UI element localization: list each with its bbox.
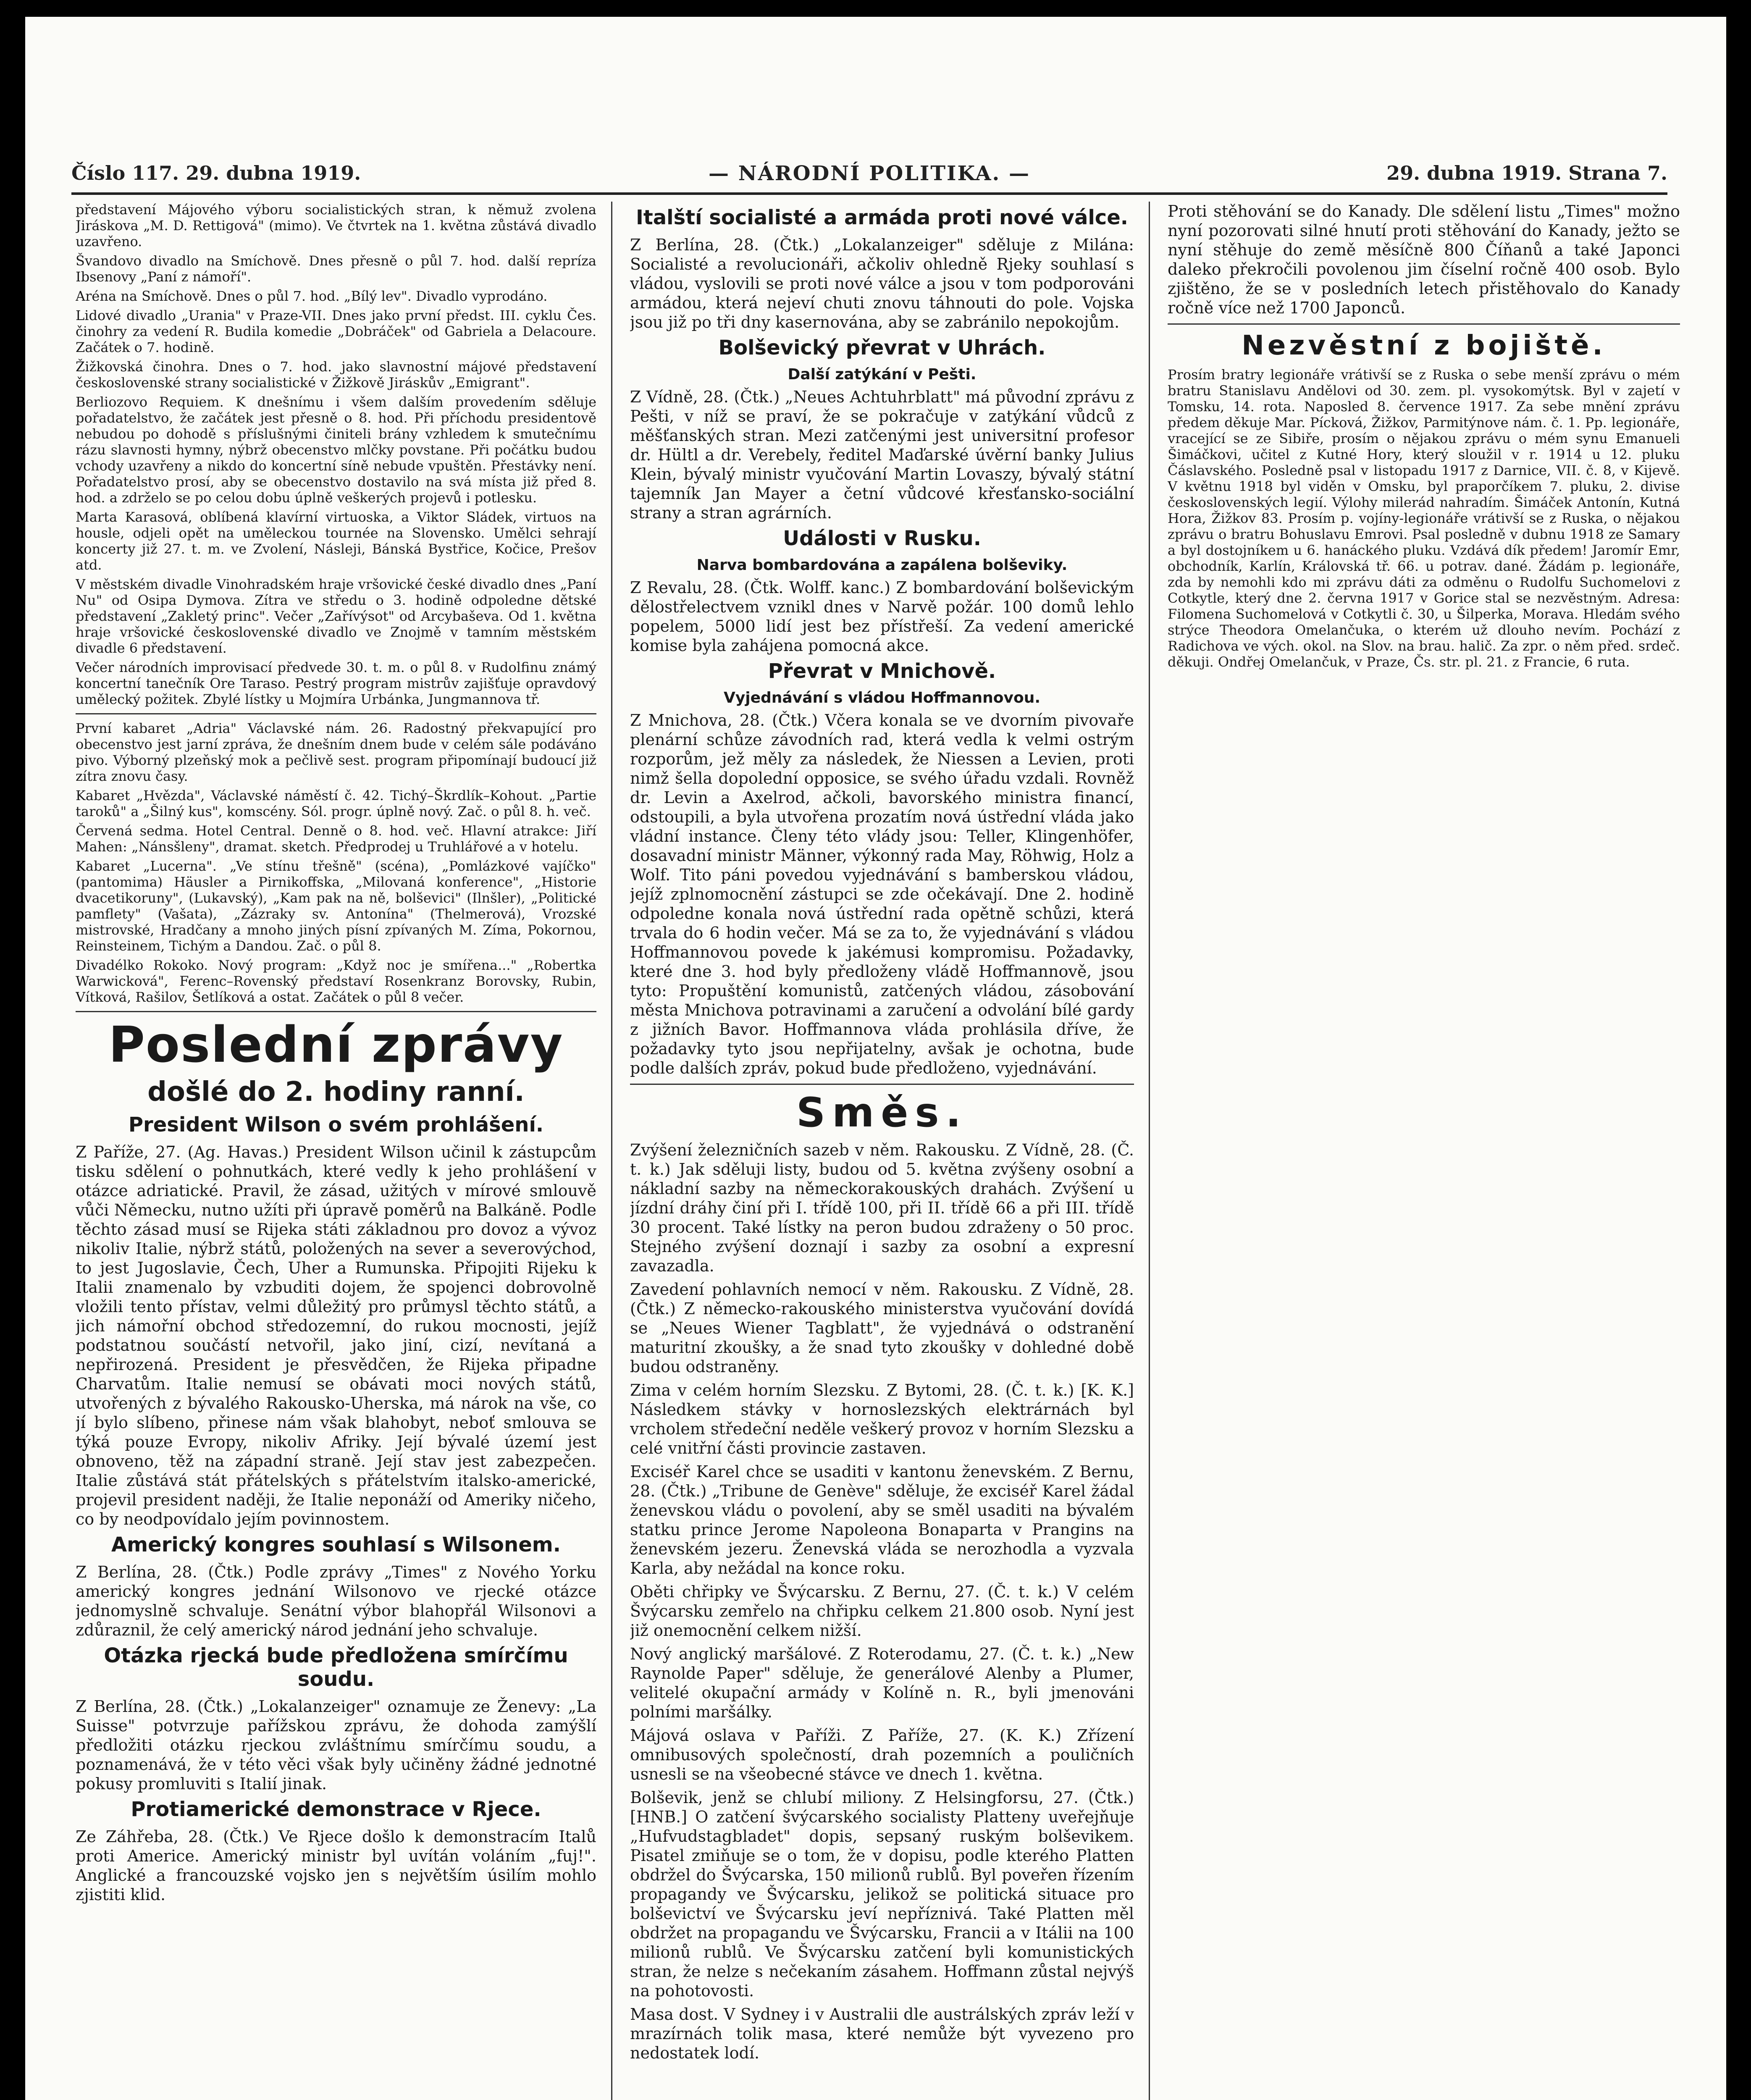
article-text: Berliozovo Requiem. K dnešnímu i všem dalším provedením sděluje pořadatelstvo, že začátek jest přesně o 8. hod. Při příchodu presidentově nebudou po dohodě s příslušnými činiteli brány vzhledem k smutečnímu rázu slavnosti hymny, nýbrž obecenstvo mlčky povstane. Při počátku budou vchody uzavřeny a nikdo do koncertní síně nebude vpuštěn. Přestávky není. Pořadatelstvo prosí, aby se obecenstvo dostavilo na svá místa již před 8. hod. a zdrželo se po celou dobu úplně veškerých projevů i potlesku.	[76, 394, 596, 506]
header-rule	[71, 192, 1667, 195]
article-headline: Protiamerické demonstrace v Rjece.	[131, 1798, 541, 1821]
article-text: Aréna na Smíchově. Dnes o půl 7. hod. „Bílý lev". Divadlo vyprodáno.	[76, 288, 548, 304]
advert-text: Kabaret „Lucerna". „Ve stínu třešně" (scéna), „Pomlázkové vajíčko" (pantomima) Häusler a Pirnikoffska, „Milovaná konference", „Historie dvacetikoruny", (Lukavský), „Kam pak na ně, bolševici" (Ilnšler), „Politické pamflety" (Vašata), „Zázraky sv. Antonína" (Thelmerová), Vrozské mistrovské, Hradčany a mnoho jiných písní zpívaných M. Zíma, Pokornou, Reinsteinem, Tichým a Dandou. Zač. o půl 8.	[76, 858, 596, 954]
advert-text: Kabaret „Hvězda", Václavské náměstí č. 42. Tichý–Škrdlík–Kohout. „Partie taroků" a „Šilný kus", komscény. Sól. progr. úplně nový. Zač. o půl 8. h. več.	[76, 788, 596, 819]
article-text: Prosím bratry legionáře vrátivší se z Ruska o sebe menší zprávu o mém bratru Stanislavu Andělovi od 30. zem. pl. vysokomýtsk. Byl v zajetí v Tomsku, 14. rota. Naposled 8. července 1917. Za sebe mnění zprávu předem děkuje Mar. Pícková, Žižkov, Parmitýnove nám. č. 1. Pp. legionáře, vracející se ze Sibiře, prosím o nějakou zprávu o mém synu Emanueli Šimáčkovi, učitel z Kutné Hory, který sloužil v r. 1914 u 12. pluku Čáslavského. Posledně psal v listopadu 1917 z Darnice, VII. č. 8, v Kijevě. V květnu 1918 byl viděn v Omsku, byl praporčíkem 7. pluku, 2. divise československých legií. Výlohy milerád nahradím. Šimáček Antonín, Kutná Hora, Žižkov 83. Prosím p. vojíny-legionáře vrátivší se z Ruska, o nějakou zprávu o bratru Bohuslavu Emrovi. Psal posledně v dubnu 1918 ze Samary a byl dostojníkem u 6. hanáckého pluku. Vzdává dík předem! Jaromír Emr, obchodník, Karlín, Královská tř. 66. u potrav. dané. Žádám p. legionáře, zda by nemohli kdo mi zprávu dáti za odměnu o Rudolfu Suchomelovi z Cotkytle, který dne 2. června 1917 v Gorice stal se nezvěstným. Adresa: Filomena Suchomelová v Cotkytli č. 30, u Šilperka, Morava. Hledám svého strýce Theodora Omelančuka, o kterém už dlouho nevím. Pochází z Radichova ve vých. okol. na Slov. na brau. halič. Za zpr. o něm před. srdeč. děkuji. Ondřej Omelančuk, v Praze, Čs. str. pl. 21. z Francie, 6 ruta.	[1168, 367, 1680, 670]
article-text: Ze Záhřeba, 28. (Čtk.) Ve Rjece došlo k demonstracím Italů proti Americe. Americký ministr byl uvítán voláním „fuj!". Anglické a francouzské vojsko jen s největším úsilím mohlo zjistiti klid.	[76, 1827, 596, 1904]
section-heading: Nezvěstní z bojiště.	[1242, 330, 1606, 361]
article-text: Nový anglický maršálové. Z Roterodamu, 27. (Č. t. k.) „New Raynolde Paper" sděluje, že generálové Alenby a Plumer, velitelé okupační armády v Kolíně n. R., byli jmenováni polními maršálky.	[630, 1645, 1134, 1721]
article-text: Oběti chřipky ve Švýcarsku. Z Bernu, 27. (Č. t. k.) V celém Švýcarsku zemřelo na chřipku celkem 21.800 osob. Nyní jest již onemocnění celkem nižší.	[630, 1583, 1134, 1640]
advert-text: Divadélko Rokoko. Nový program: „Když noc je smířena..." „Robertka Warwicková", Ferenc–Rovenský představí Rosenkranz Borovsky, Rubin, Vítková, Rašilov, Šetlíková a ostat. Začátek o půl 8 večer.	[76, 957, 596, 1005]
article-headline: Bolševický převrat v Uhrách.	[718, 336, 1046, 360]
article-text: Zima v celém horním Slezsku. Z Bytomi, 28. (Č. t. k.) [K. K.] Následkem stávky v hornoslezských elektrárnách byl vrcholem středeční neděle veškerý provoz v horním Slezsku a celé vnitřní části provincie zastaven.	[630, 1381, 1134, 1457]
divider	[76, 1011, 596, 1012]
article-text: Z Revalu, 28. (Čtk. Wolff. kanc.) Z bombardování bolševickým dělostřelectvem vznikl dnes v Narvě požár. 100 domů lehlo popelem, 5000 lidí jest bez přístřeší. Za vedení americké komise byla zahájena pomocná akce.	[630, 578, 1134, 655]
column-right	[1168, 202, 1680, 2100]
article-text: Z Berlína, 28. (Čtk.) Podle zprávy „Times" z Nového Yorku americký kongres jednání Wilsonovo ve rjecké otázce jednomyslně schvaluje. Senátní výbor blahopřál Wilsonovi a zdůraznil, že celý americký národ jednání jeho schvaluje.	[76, 1563, 596, 1639]
article-text: Exciséř Karel chce se usaditi v kantonu ženevském. Z Bernu, 28. (Čtk.) „Tribune de Genève" sděluje, že exciséř Karel žádal ženevskou vládu o povolení, aby se směl usaditi na bývalém statku prince Jerome Napoleona Bonaparta v Prangins na ženevském jezeru. Ženevská vláda se nerozhodla a vyzvala Karla, aby nežádal na konce roku.	[630, 1462, 1134, 1578]
divider	[630, 1084, 1134, 1085]
article-text: Večer národních improvisací předvede 30. t. m. o půl 8. v Rudolfinu známý koncertní tanečník Ore Taraso. Pestrý program mistrův zajišťuje opravdový umělecký požitek. Zbylé lístky u Mojmíra Urbánka, Jungmannova tř.	[76, 659, 596, 707]
article-headline: Převrat v Mnichově.	[768, 659, 996, 683]
page-number: 29. dubna 1919. Strana 7.	[1386, 162, 1667, 184]
divider	[76, 713, 596, 714]
article-text: Zvýšení železničních sazeb v něm. Rakousku. Z Vídně, 28. (Č. t. k.) Jak sděluji listy, budou od 5. května zvýšeny osobní a nákladní sazby na německorakouských drahách. Zvýšení u jízdní dráhy činí při I. třídě 100, při II. třídě 66 a při III. třídě 30 procent. Také lístky na peron budou zdraženy o 50 proc. Stejného zvýšení doznají i sazby za osobní a expresní zavazadla.	[630, 1141, 1134, 1275]
article-text: Z Vídně, 28. (Čtk.) „Neues Achtuhrblatt" má původní zprávu z Pešti, v níž se praví, že se pokračuje v zatýkání vůdců z měšťanských stran. Mezi zatčenými jest universitní profesor dr. Hültl a dr. Verebely, ředitel Maďarské úvěrní banky Julius Klein, bývalý ministr vyučování Martin Lovaszy, bývalý státní tajemník Jan Mayer a četní vůdcové křesťansko-sociální strany a stran agrárních.	[630, 388, 1134, 522]
column-divider	[1149, 202, 1150, 2100]
article-text: Marta Karasová, oblíbená klavírní virtuoska, a Viktor Sládek, virtuos na housle, odjeli opět na uměleckou tournée na Slovensko. Umělci sehrají koncerty již 27. t. m. ve Zvolení, Násleji, Bánská Bystřice, Kočice, Prešov atd.	[76, 509, 596, 573]
article-text: Švandovo divadlo na Smíchově. Dnes přesně o půl 7. hod. další repríza Ibsenovy „Paní z námoří".	[76, 253, 596, 285]
issue-number: Číslo 117. 29. dubna 1919.	[71, 162, 361, 184]
divider	[1168, 323, 1680, 325]
column-left	[76, 202, 596, 2100]
article-text: Z Berlína, 28. (Čtk.) „Lokalanzeiger" sděluje z Milána: Socialisté a revolucionáři, ačkoliv ohledně Rjeky souhlasí s vládou, vyslovili se proti nové válce a jsou v tom podporováni armádou, která nejeví chuti znovu táhnouti do pole. Vojska jsou již po tři dny kasernována, aby se zabránilo nepokojům.	[630, 236, 1134, 331]
column-divider	[611, 202, 612, 2100]
article-text: V městském divadle Vinohradském hraje vršovické české divadlo dnes „Paní Nu" od Osipa Dymova. Zítra ve středu o 3. hodině odpoledne dětské představení „Zakletý princ". Večer „Zařívýsot" od Arcybaševa. Od 1. května hraje vršovické československé divadlo ve Znojmě v tamním městském divadle 6 představení.	[76, 576, 596, 656]
newspaper-page	[25, 17, 1726, 2100]
section-heading: Poslední zprávy	[108, 1016, 564, 1074]
section-heading: Směs.	[796, 1089, 968, 1136]
article-headline: Americký kongres souhlasí s Wilsonem.	[111, 1533, 561, 1557]
article-text: Lidové divadlo „Urania" v Praze-VII. Dnes jako první předst. III. cyklu Čes. činohry za vedení R. Budila komedie „Dobráček" od Gabriela a Delacoure. Začátek o 7. hodině.	[76, 307, 596, 355]
article-subheadline: Vyjednávání s vládou Hoffmannovou.	[723, 689, 1041, 706]
article-text: Proti stěhování se do Kanady. Dle sdělení listu „Times" možno nyní pozorovati silné hnutí proti stěhování do Kanady, ježto se nyní stěhuje do země měsíčně 800 Číňanů a také Japonci daleko překročili povolenou jim číselní ročně 400 osob. Bylo zjištěno, že se v posledních letech přistěhovalo do Kanady ročně více než 1700 Japonců.	[1168, 202, 1680, 317]
article-headline: Italští socialisté a armáda proti nové válce.	[635, 206, 1129, 229]
article-text: Z Mnichova, 28. (Čtk.) Včera konala se ve dvorním pivovaře plenární schůze závodních rad, která vedla k velmi ostrým rozporům, jež měly za následek, že Niessen a Levien, proti nimž šella dopolední opposice, se svého úřadu vzdali. Rovněž dr. Levin a Axelrod, ačkoli, bavorského ministra financí, odstoupili, a byla utvořena prozatím nová ústřední vláda jako vládní instance. Členy této vlády jsou: Teller, Klingenhöfer, dosavadní ministr Männer, výkonný rada May, Röhwig, Holz a Wolf. Tito páni povedou vyjednávání s bamberskou vládou, jejíž zplnomocnění zástupci se zde očekávají. Dne 2. hodině odpoledne konala nová ústřední rada opětně schůzi, která trvala do 6 hodin večer. Má se za to, že vyjednávání s vládou Hoffmannovou povede k jakémusi kompromisu. Požadavky, které dne 3. hod byly předloženy vládě Hoffmannově, jsou tyto: Propuštění komunistů, zatčených vládou, zásobování města Mnichova potravinami a zaručení a odvolání bílé gardy z jižních Bavor. Hoffmannova vláda prohlásila dříve, že požadavky tyto jsou nepřijatelny, avšak je ochotna, bude podle dalších zpráv, pokud bude předloženo, vyjednávání.	[630, 711, 1134, 1077]
article-text: představení Májového výboru socialistických stran, k němuž zvolena Jiráskova „M. D. Rettigová" (mimo). Ve čtvrtek na 1. května zůstává divadlo uzavřeno.	[76, 202, 596, 249]
masthead-title: — NÁRODNÍ POLITIKA. —	[709, 162, 1030, 185]
article-headline: Události v Rusku.	[783, 527, 981, 550]
article-text: Zavedení pohlavních nemocí v něm. Rakousku. Z Vídně, 28. (Čtk.) Z německo-rakouského ministerstva vyučování dovídá se „Neues Wiener Tagblatt", že vyjednává o odstranění maturitní zkoušky, a že snad tyto zkoušky v dohledné době budou odstraněny.	[630, 1280, 1134, 1376]
article-text: Z Berlína, 28. (Čtk.) „Lokalanzeiger" oznamuje ze Ženevy: „La Suisse" potvrzuje pařížskou zprávu, že dohoda zamýšlí předložiti otázku rjeckou zvláštnímu smírčímu soudu, a poznamenává, že v této věci však byly učiněny žádné jednotné pokusy promluviti s Italií jinak.	[76, 1697, 596, 1793]
article-text: Z Paříže, 27. (Ag. Havas.) President Wilson učinil k zástupcům tisku sdělení o pohnutkách, které vedly k jeho prohlášení v otázce adriatické. Pravil, že zásad, užitých v mírové smlouvě vůči Německu, nutno užíti při úpravě poměrů na Balkáně. Podle těchto zásad musí se Rijeka státi základnou pro dovoz a vývoz nikoliv Italie, nýbrž států, položených na sever a severovýchod, to jest Jugoslavie, Čech, Uher a Rumunska. Připojiti Rijeku k Italii znamenalo by vzbuditi dojem, že spojenci dobrovolně vložili tento přístav, velmi důležitý pro průmysl těchto států, a jich námořní obchod středozemní, do rukou mocnosti, jejíž podstatnou součástí netvořil, jako jiní, cizí, nevítaná a nepřirozená. President je přesvědčen, že Rijeka připadne Charvatům. Italie nemusí se obávati moci nových států, utvořených z bývalého Rakousko-Uherska, má nárok na vše, co jí bylo slíbeno, přinese nám však blahobyt, neboť smlouva se týká pouze Evropy, nikoliv Afriky. Její bývalé území jest obnoveno, těž na západní straně. Její stav jest zabezpečen. Italie zůstává stát přátelských s přátelstvím italsko-americké, projevil president naději, že Italie neponáží od Ameriky ničeho, co by neodpovídalo jejím povinnostem.	[76, 1143, 596, 1528]
section-subheading: došlé do 2. hodiny ranní.	[147, 1076, 525, 1108]
article-subheadline: Další zatýkání v Pešti.	[788, 366, 977, 383]
article-subheadline: Narva bombardována a zapálena bolševiky.	[696, 556, 1068, 574]
advert-text: Červená sedma. Hotel Central. Denně o 8. hod. več. Hlavní atrakce: Jiří Mahen: „Nánsšleny", dramat. sketch. Předprodej u Truhlářové a v hotelu.	[76, 823, 596, 855]
article-text: Masa dost. V Sydney i v Australii dle austrálských zpráv leží v mrazírnách tolik masa, které nemůže být vyvezeno pro nedostatek lodí.	[630, 2005, 1134, 2062]
column-middle	[630, 202, 1134, 2100]
article-headline: President Wilson o svém prohlášení.	[128, 1113, 544, 1137]
article-text: Bolševik, jenž se chlubí miliony. Z Helsingforsu, 27. (Čtk.) [HNB.] O zatčení švýcarského socialisty Platteny uveřejňuje „Hufvudstagbladet" dopis, sepsaný ruským bolševikem. Pisatel zmiňuje se o tom, že v dopisu, podle kterého Platten obdržel do Švýcarska, 150 milionů rublů. Byl poveřen řízením propagandy ve Švýcarsku, jelikož se politická situace pro bolševictví ve Švýcarsku jeví nepříznivá. Také Platten měl obdržet na propagandu ve Švýcarsku, Francii a v Itálii na 100 milionů rublů. Ve Švýcarsku zatčení byli komunistických stran, že nelze s nečekaním zásahem. Hoffmann zůstal nejvýš na pohotovosti.	[630, 1788, 1134, 2000]
advert-text: První kabaret „Adria" Václavské nám. 26. Radostný překvapující pro obecenstvo jest jarní zpráva, že dnešním dnem bude v celém sále podáváno pivo. Výborný plzeňský mok a pečlivě sest. program připomínají budoucí již zítra znovu časy.	[76, 720, 596, 784]
article-text: Žižkovská činohra. Dnes o 7. hod. jako slavnostní májové představení československé strany socialistické v Žižkově Jiráskův „Emigrant".	[76, 359, 596, 391]
article-headline: Otázka rjecká bude předložena smírčímu soudu.	[104, 1644, 568, 1691]
page-header	[71, 162, 1667, 191]
article-text: Májová oslava v Paříži. Z Paříže, 27. (K. K.) Zřízení omnibusových společností, drah pozemních a pouličních usnesli se na všeobecné stávce ve dnech 1. května.	[630, 1726, 1134, 1783]
